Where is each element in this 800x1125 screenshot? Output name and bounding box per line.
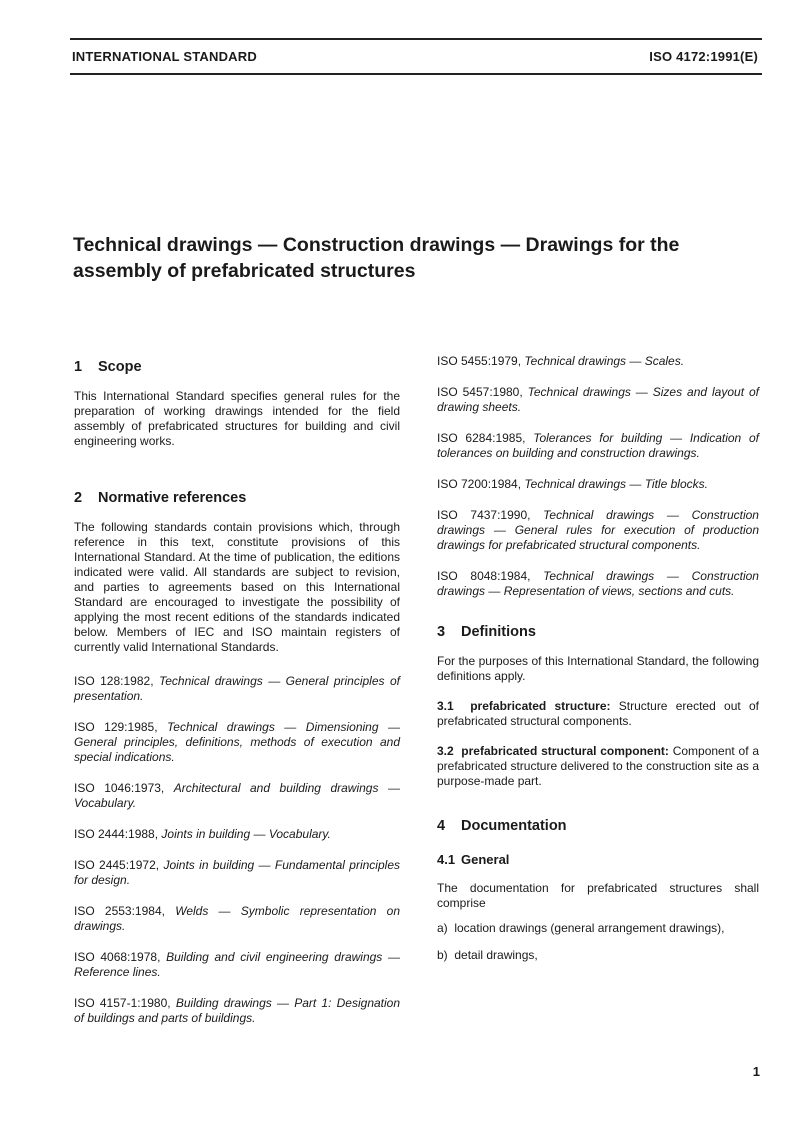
left-column — [74, 354, 400, 1026]
reference-iso-129: ISO 129:1985, Technical drawings — Dimensioning — General principles, definitions, methods of execution and special indications. — [74, 720, 400, 764]
reference-iso-128: ISO 128:1982, Technical drawings — General principles of presentation. — [74, 674, 400, 703]
reference-iso-4068: ISO 4068:1978, Building and civil engineering drawings — Reference lines. — [74, 950, 400, 979]
documentation-item-b: b) detail drawings, — [437, 948, 538, 962]
reference-iso-7437: ISO 7437:1990, Technical drawings — Construction drawings — General rules for execution of production drawings for prefabricated structural components. — [437, 508, 759, 552]
section-heading-scope: 1 Scope — [74, 359, 142, 375]
reference-iso-1046: ISO 1046:1973, Architectural and building drawings — Vocabulary. — [74, 781, 400, 810]
documentation-item-a: a) location drawings (general arrangement drawings), — [437, 921, 725, 935]
definition-prefabricated-structure: 3.1 prefabricated structure: Structure erected out of prefabricated structural components. — [437, 699, 759, 728]
reference-iso-5455: ISO 5455:1979, Technical drawings — Scales. — [437, 354, 685, 368]
header-rule-bottom — [70, 73, 762, 75]
section-heading-documentation: 4 Documentation — [437, 818, 567, 834]
reference-iso-4157-1: ISO 4157-1:1980, Building drawings — Part 1: Designation of buildings and parts of buildings. — [74, 996, 401, 1025]
reference-iso-5457: ISO 5457:1980, Technical drawings — Sizes and layout of drawing sheets. — [437, 385, 759, 414]
documentation-intro: The documentation for prefabricated structures shall comprise — [437, 881, 759, 910]
definitions-intro: For the purposes of this International Standard, the following definitions apply. — [437, 654, 759, 683]
right-column — [437, 354, 759, 963]
reference-iso-2445: ISO 2445:1972, Joints in building — Fundamental principles for design. — [74, 858, 400, 887]
header-rule-top — [70, 38, 762, 40]
normative-references-paragraph: The following standards contain provisions which, through reference in this text, constitute provisions of this International Standard. At the time of publication, the editions indicated were valid. All standards are subject to revision, and parties to agreements based on this International Standard are encouraged to investigate the possibility of applying the most recent editions of the standards indicated below. Members of IEC and ISO maintain registers of currently valid International Standards. — [74, 520, 400, 654]
section-heading-normative-references: 2 Normative references — [74, 490, 247, 506]
reference-iso-6284: ISO 6284:1985, Tolerances for building — Indication of tolerances on building and construction drawings. — [437, 431, 759, 460]
document-title: Technical drawings — Construction drawings — Drawings for the assembly of prefabricated structures — [73, 234, 680, 282]
reference-iso-2444: ISO 2444:1988, Joints in building — Vocabulary. — [74, 827, 331, 841]
page-number: 1 — [752, 1064, 760, 1079]
subsection-heading-general: 4.1 General — [437, 852, 510, 867]
reference-iso-8048: ISO 8048:1984, Technical drawings — Construction drawings — Representation of views, sections and cuts. — [437, 569, 759, 598]
section-heading-definitions: 3 Definitions — [437, 624, 536, 640]
header-document-type: INTERNATIONAL STANDARD — [72, 49, 257, 64]
scope-paragraph: This International Standard specifies general rules for the preparation of working drawings intended for the field assembly of prefabricated structures for building and civil engineering works. — [74, 389, 400, 448]
reference-iso-7200: ISO 7200:1984, Technical drawings — Title blocks. — [437, 477, 708, 491]
header-document-number: ISO 4172:1991(E) — [649, 49, 758, 64]
reference-iso-2553: ISO 2553:1984, Welds — Symbolic representation on drawings. — [74, 904, 400, 933]
definition-prefabricated-structural-component: 3.2 prefabricated structural component: Component of a prefabricated structure delivered to the construction site as a purpose-made part. — [437, 744, 760, 788]
